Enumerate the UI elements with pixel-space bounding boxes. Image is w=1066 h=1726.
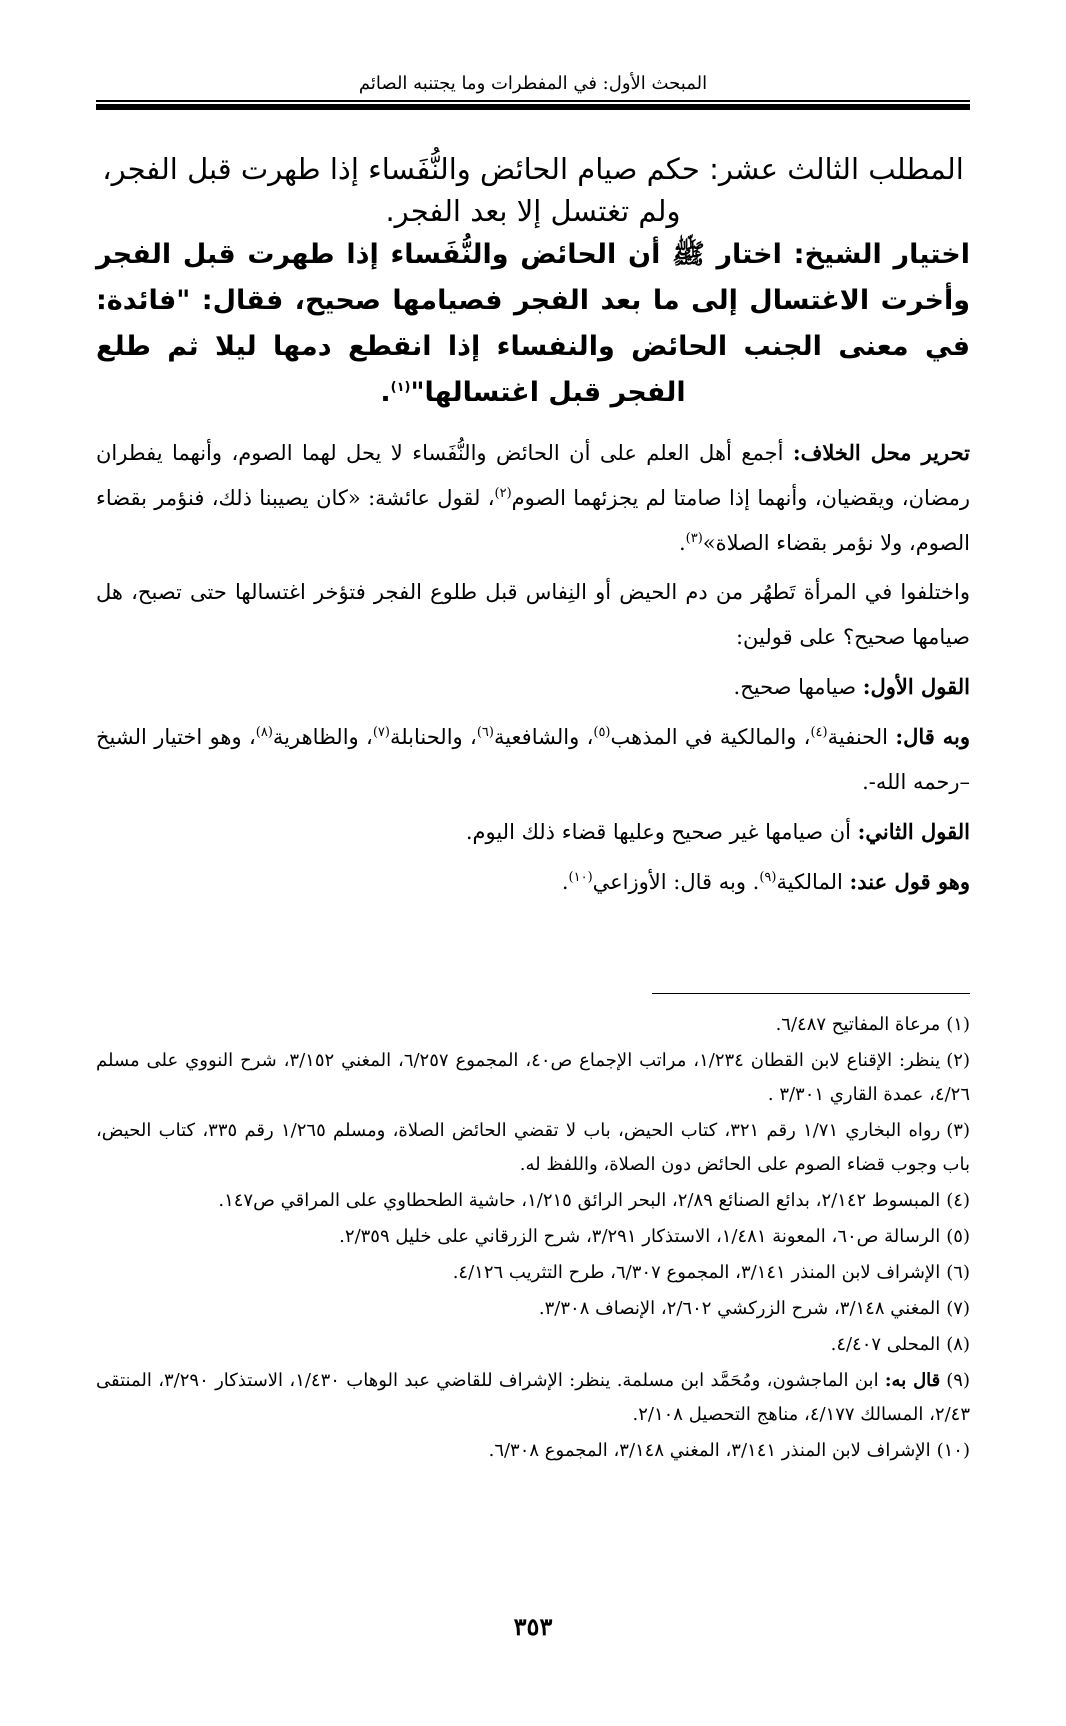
footnote-6 xyxy=(96,1256,970,1290)
footnote-number: (٨) xyxy=(946,1334,970,1355)
qawl-1 xyxy=(96,664,970,710)
holder-awzai: . وبه قال: الأوزاعي xyxy=(592,870,760,894)
tahrir-text-1: أجمع أهل العلم على أن الحائض والنُّفَساء لا يحل لهما الصوم، وأنهما يفطران رمضان، ويقضيان، وأنهما إذا صامتا لم يجزئهما الصوم xyxy=(96,441,970,510)
footnote-number: (٢) xyxy=(946,1050,970,1071)
footnote-text: ابن الماجشون، ومُحَمَّد ابن مسلمة. ينظر: الإشراف للقاضي عبد الوهاب ١/٤٣٠، الاستذكار ٣/٢٩٠، المنتقى ٢/٤٣، المسالك ٤/١٧٧، مناهج التحصيل ٢/١٠٨. xyxy=(96,1370,970,1425)
footnote-ref: (١٠) xyxy=(568,870,593,885)
holder-hanafi: الحنفية xyxy=(827,725,896,749)
footnote-ref: (٦) xyxy=(476,725,494,740)
ikhtilaf-paragraph: واختلفوا في المرأة تَطهُر من دم الحيض أو النِفاس قبل طلوع الفجر فتؤخر اغتسالها حتى تصبح، هل صيامها صحيح؟ على قولين: xyxy=(96,580,970,649)
footnote-number: (١٠) xyxy=(936,1440,970,1461)
sheikh-choice-text: اختيار الشيخ: اختار ﷺ أن الحائض والنُّفَساء إذا طهرت قبل الفجر وأخرت الاغتسال إلى ما بعد الفجر فصيامها صحيح، فقال: "فائدة: في معنى الجنب الحائض والنفساء إذا انقطع دمها ليلا ثم طلع الفجر قبل اغتسالها" xyxy=(96,239,970,408)
running-header: المبحث الأول: في المفطرات وما يجتنبه الصائم xyxy=(358,73,708,94)
footnote-9 xyxy=(96,1364,970,1432)
sheikh-choice-end: . xyxy=(380,377,391,408)
holder-hanbali: ، والحنابلة xyxy=(389,725,477,749)
footnote-number: (٣) xyxy=(946,1120,970,1141)
footnote-text: الإشراف لابن المنذر ٣/١٤١، المغني ٣/١٤٨، المجموع ٦/٣٠٨. xyxy=(488,1440,931,1461)
footnote-ref: (٥) xyxy=(593,725,611,740)
footnote-number: (٤) xyxy=(946,1190,970,1211)
qawl-2-holders-lead: وهو قول عند: xyxy=(849,869,970,894)
footnote-number: (١) xyxy=(946,1014,970,1035)
footnotes xyxy=(96,1006,970,1468)
footnote-number: (٧) xyxy=(946,1298,970,1319)
footnote-text: رواه البخاري ١/٧١ رقم ٣٢١، كتاب الحيض، باب لا تقضي الحائض الصلاة، ومسلم ١/٢٦٥ رقم ٣٣٥، كتاب الحيض، باب وجوب قضاء الصوم على الحائض دون الصلاة، واللفظ له. xyxy=(96,1120,970,1175)
main-text xyxy=(96,148,970,905)
footnote-text: مرعاة المفاتيح ٦/٤٨٧. xyxy=(775,1014,941,1035)
tahrir-end: . xyxy=(678,531,686,555)
footnote-ref: (٣) xyxy=(685,531,703,546)
footnote-number: (٩) xyxy=(946,1370,970,1391)
qawl-2-text: أن صيامها غير صحيح وعليها قضاء ذلك اليوم. xyxy=(465,820,858,844)
footnote-ref: (٢) xyxy=(494,486,512,501)
footnote-separator xyxy=(652,993,970,994)
footnote-4 xyxy=(96,1184,970,1218)
qawl-2 xyxy=(96,809,970,855)
footnote-8 xyxy=(96,1328,970,1362)
footnote-text: ينظر: الإقناع لابن القطان ١/٢٣٤، مراتب الإجماع ص٤٠، المجموع ٦/٢٥٧، المغني ٣/١٥٢، شرح النووي على مسلم ٤/٢٦، عمدة القاري ٣/٣٠١ . xyxy=(96,1050,970,1105)
footnote-text: المغني ٣/١٤٨، شرح الزركشي ٢/٦٠٢، الإنصاف ٣/٣٠٨. xyxy=(538,1298,941,1319)
tahrir-lead: تحرير محل الخلاف: xyxy=(792,440,970,465)
holder-maliki-2: المالكية xyxy=(776,870,850,894)
qawl-1-holders-lead: وبه قال: xyxy=(895,724,970,749)
footnote-7 xyxy=(96,1292,970,1326)
qawl-1-text: صيامها صحيح. xyxy=(733,675,863,699)
footnote-text: المبسوط ٢/١٤٢، بدائع الصنائع ٢/٨٩، البحر الرائق ١/٢١٥، حاشية الطحطاوي على المراقي ص١٤٧. xyxy=(218,1190,941,1211)
footnote-10 xyxy=(96,1434,970,1468)
footnote-text: الرسالة ص٦٠، المعونة ١/٤٨١، الاستذكار ٣/٢٩١، شرح الزرقاني على خليل ٢/٣٥٩. xyxy=(339,1226,941,1247)
holder-maliki: ، والمالكية في المذهب xyxy=(610,725,811,749)
qawl-2-holders-end: . xyxy=(561,870,569,894)
page-number: ٣٥٣ xyxy=(513,1612,553,1641)
footnote-2 xyxy=(96,1044,970,1112)
qawl-1-lead: القول الأول: xyxy=(862,674,970,699)
footnote-3 xyxy=(96,1114,970,1182)
footnote-number: (٦) xyxy=(946,1262,970,1283)
tahrir-text-2: ، لقول عائشة: «كان يصيبنا ذلك، فنؤمر بقضاء الصوم، ولا نؤمر بقضاء الصلاة» xyxy=(96,486,970,555)
header-rule-thin xyxy=(96,100,970,102)
sheikh-choice xyxy=(96,232,970,416)
footnote-ref: (٨) xyxy=(255,725,273,740)
holder-shafii: ، والشافعية xyxy=(493,725,594,749)
footnote-number: (٥) xyxy=(946,1226,970,1247)
footnote-5 xyxy=(96,1220,970,1254)
qawl-2-holders xyxy=(96,859,970,905)
qawl-2-lead: القول الثاني: xyxy=(857,819,970,844)
tahrir-paragraph xyxy=(96,430,970,566)
footnote-text: المحلى ٤/٤٠٧. xyxy=(830,1334,941,1355)
section-heading: المطلب الثالث عشر: حكم صيام الحائض والنُّفَساء إذا طهرت قبل الفجر، ولم تغتسل إلا بعد الفجر. xyxy=(102,152,964,228)
footnote-text: الإشراف لابن المنذر ٣/١٤١، المجموع ٦/٣٠٧، طرح التثريب ٤/١٢٦. xyxy=(452,1262,941,1283)
header-rule-thick xyxy=(96,104,970,110)
footnote-ref: (١) xyxy=(390,380,411,395)
qawl-1-holders xyxy=(96,714,970,805)
footnote-ref: (٤) xyxy=(810,725,828,740)
holder-zahiri: ، والظاهرية xyxy=(272,725,373,749)
footnote-lead: قال به: xyxy=(884,1370,941,1391)
footnote-ref: (٧) xyxy=(372,725,390,740)
footnote-1 xyxy=(96,1008,970,1042)
footnote-ref: (٩) xyxy=(759,870,777,885)
holder-sheikh: ، وهو اختيار الشيخ –رحمه الله-. xyxy=(96,725,970,794)
